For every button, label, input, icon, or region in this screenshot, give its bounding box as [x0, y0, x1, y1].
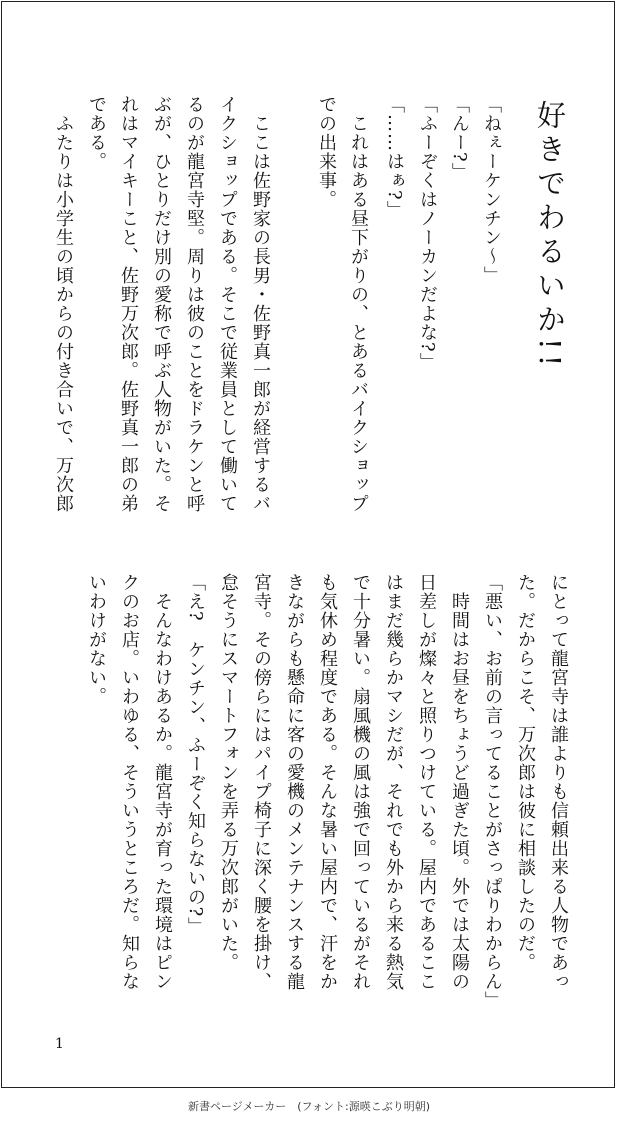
lower-line-4: 時間はお昼をちょうど過ぎた頃。外では太陽の — [449, 573, 470, 991]
upper-line-4: 「……はぁ?」 — [384, 95, 405, 220]
page-number: 1 — [55, 1036, 64, 1052]
story-title: 好きでわるいか!! — [533, 100, 567, 372]
lower-line-3: 「悪い、お前の言ってることがさっぱりわからん」 — [482, 573, 503, 1010]
upper-line-1: 「ねぇーケンチン〜」 — [481, 95, 502, 285]
lower-line-1: にとって龍宮寺は誰よりも信頼出来る人物であっ — [548, 573, 569, 991]
upper-line-11: ぶが、ひとりだけ別の愛称で呼ぶ人物がいた。そ — [151, 95, 172, 513]
upper-line-9: イクショップである。そこで従業員として働いて — [217, 95, 238, 513]
upper-line-8: ここは佐野家の長男・佐野真一郎が経営するバ — [250, 95, 271, 513]
upper-line-2: 「んー?」 — [449, 95, 470, 182]
upper-line-3: 「ふーぞくはノーカンだよな?」 — [417, 95, 438, 372]
upper-line-5: これはある昼下がりの、とあるバイクショップ — [348, 95, 369, 513]
upper-line-12: れはマイキーこと、佐野万次郎。佐野真一郎の弟 — [118, 95, 139, 513]
lower-line-2: た。だからこそ、万次郎は彼に相談したのだ。 — [515, 573, 536, 972]
lower-line-14: クのお店。いわゆる、そういうところだ。知らな — [119, 573, 140, 991]
lower-line-8: も気休め程度である。そんな暑い屋内で、汗をか — [317, 573, 338, 991]
lower-line-6: はまだ幾らかマシだが、それでも外から来る熱気 — [383, 573, 404, 991]
footer-credit: 新書ページメーカー (フォント:源暎こぶり明朝) — [188, 1100, 430, 1113]
lower-line-13: そんなわけあるか。龍宮寺が育った環境はピン — [152, 573, 173, 991]
lower-line-15: いわけがない。 — [86, 573, 107, 706]
lower-line-11: 怠そうにスマートフォンを弄る万次郎がいた。 — [218, 573, 239, 972]
lower-line-7: で十分暑い。扇風機の風は強で回っているがそれ — [350, 573, 371, 991]
upper-line-13: である。 — [86, 95, 107, 171]
lower-line-5: 日差しが燦々と照りつけている。屋内であるここ — [416, 573, 437, 991]
upper-line-6: での出来事。 — [316, 95, 337, 209]
lower-line-10: 宮寺。その傍らにはパイプ椅子に深く腰を掛け、 — [251, 573, 272, 991]
lower-line-12: 「え? ケンチン、ふーぞく知らないの?」 — [185, 573, 206, 937]
upper-line-14: ふたりは小学生の頃からの付き合いで、万次郎 — [53, 95, 74, 513]
upper-line-10: るのが龍宮寺堅。周りは彼のことをドラケンと呼 — [184, 95, 205, 513]
lower-line-9: きながらも懸命に客の愛機のメンテナンスする龍 — [284, 573, 305, 991]
